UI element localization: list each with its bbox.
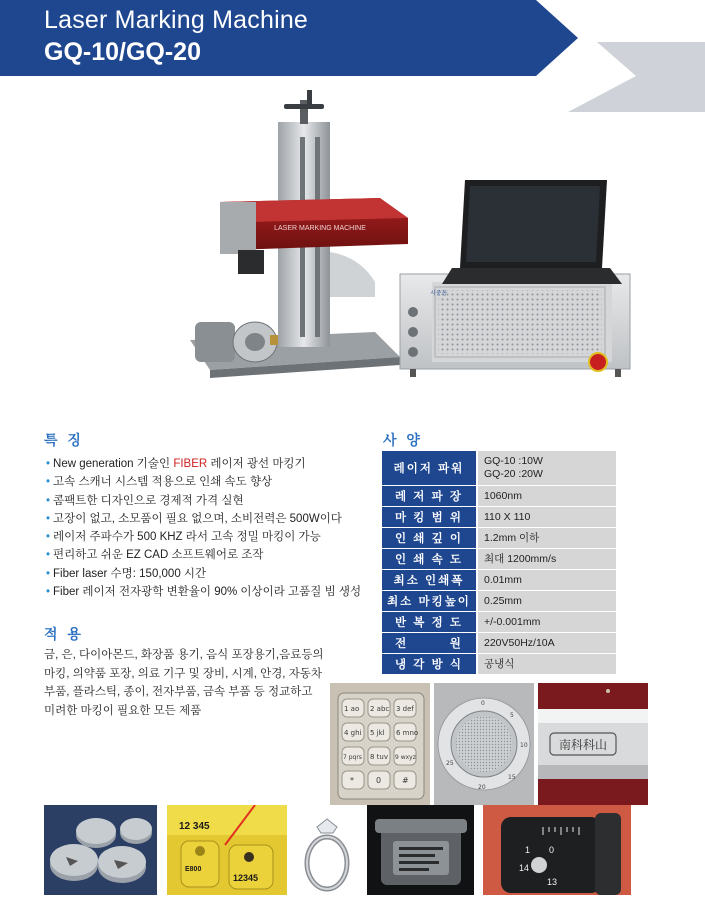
feature-item: • Fiber 레이저 전자광학 변환율이 90% 이상이라 고품질 빔 생성 xyxy=(46,586,362,599)
spec-value: GQ-10 :10W GQ-20 :20W xyxy=(478,451,616,485)
spec-key: 레 저 파 장 xyxy=(382,486,476,506)
knob-number: 0 xyxy=(549,845,555,855)
features-list xyxy=(46,455,376,601)
head-text: LASER MARKING MACHINE xyxy=(274,225,366,232)
sample-photo-tags xyxy=(167,805,287,895)
spec-key: 레이저 파워 xyxy=(382,451,476,485)
spec-key: 반 복 정 도 xyxy=(382,612,476,632)
keypad-key: * xyxy=(350,776,354,785)
keypad-key: 4 ghi xyxy=(344,729,362,737)
spec-value: 1.2mm 이하 xyxy=(478,528,616,548)
tag-code: E800 xyxy=(185,866,202,873)
spec-value: +/-0.001mm xyxy=(478,612,616,632)
spec-value: 0.25mm xyxy=(478,591,616,611)
spec-value: 최대 1200mm/s xyxy=(478,549,616,569)
spec-value: 0.01mm xyxy=(478,570,616,590)
sample-photo-part xyxy=(367,805,474,895)
spec-key: 인 쇄 속 도 xyxy=(382,549,476,569)
knob-number: 13 xyxy=(547,877,558,887)
feature-item: • 고장이 없고, 소모품이 필요 없으며, 소비전력은 500W이다 xyxy=(46,512,342,525)
spec-value: 110 X 110 xyxy=(478,507,616,527)
spec-key: 전 원 xyxy=(382,633,476,653)
tag-number: 12 345 xyxy=(179,821,210,832)
spec-key: 냉 각 방 식 xyxy=(382,654,476,674)
knob-number: 14 xyxy=(519,863,530,873)
keypad-key: 6 mno xyxy=(396,729,419,737)
specs-heading: 사 양 xyxy=(383,432,423,448)
spec-row xyxy=(382,633,616,653)
spec-key: 최소 인쇄폭 xyxy=(382,570,476,590)
sample-photo-coins xyxy=(44,805,157,895)
dial-number: 25 xyxy=(446,760,454,767)
spec-key: 인 쇄 깊 이 xyxy=(382,528,476,548)
keypad-key: 9 wxyz xyxy=(395,754,416,761)
bullet-icon: • xyxy=(46,531,51,544)
page-title: Laser Marking Machine xyxy=(44,6,309,34)
keypad-key: 1 ao xyxy=(344,705,360,713)
spec-row xyxy=(382,507,616,527)
applications-line: 부품, 플라스틱, 종이, 전자부품, 금속 부품 등 정교하고 xyxy=(44,686,313,698)
keypad-key: # xyxy=(402,776,409,785)
spec-row xyxy=(382,612,616,632)
dial-number: 20 xyxy=(478,784,486,791)
sample-photo-keypad xyxy=(330,683,430,805)
keypad-key: 5 jkl xyxy=(370,729,385,737)
dial-number: 0 xyxy=(481,700,485,707)
spec-value: 공냉식 xyxy=(478,654,616,674)
spec-row xyxy=(382,591,616,611)
spec-row xyxy=(382,528,616,548)
bullet-icon: • xyxy=(46,549,51,562)
feature-item: • 편리하고 쉬운 EZ CAD 소프트웨어로 조작 xyxy=(46,549,264,562)
bullet-icon: • xyxy=(46,567,51,580)
bullet-icon: • xyxy=(46,512,51,525)
keypad-key: 8 tuv xyxy=(370,753,389,761)
spec-row xyxy=(382,549,616,569)
applications-heading: 적 용 xyxy=(44,626,84,642)
knob-number: 1 xyxy=(525,845,531,855)
applications-line: 미려한 마킹이 필요한 모든 제품 xyxy=(44,704,202,717)
spec-table xyxy=(382,451,616,675)
sample-photo-knob xyxy=(483,805,631,895)
keypad-key: 2 abc xyxy=(370,705,390,713)
feature-item: • 레이저 주파수가 500 KHZ 라서 고속 정밀 마킹이 가능 xyxy=(46,531,321,544)
keypad-key: 3 def xyxy=(396,705,414,713)
sample-photo-ring xyxy=(296,805,358,895)
bullet-icon: • xyxy=(46,476,51,489)
applications-line: 금, 은, 다이아몬드, 화장품 용기, 음식 포장용기,음료등의 xyxy=(44,649,324,661)
feature-item: • New generation 기술인 FIBER 레이저 광선 마킹기 xyxy=(46,458,306,470)
model-title: GQ-10/GQ-20 xyxy=(44,38,201,66)
bullet-icon: • xyxy=(46,458,51,470)
keypad-key: 7 pqrs xyxy=(343,754,362,761)
applications-line: 마킹, 의약품 포장, 의료 기구 및 장비, 시계, 안경, 자동차 xyxy=(44,667,323,680)
applications-text xyxy=(44,646,329,720)
spec-value: 220V50Hz/10A xyxy=(478,633,616,653)
spec-row xyxy=(382,451,616,485)
dial-number: 5 xyxy=(510,712,514,719)
sample-photo-cylinder xyxy=(538,683,648,805)
spec-row xyxy=(382,654,616,674)
feature-item: • 고속 스캐너 시스템 적용으로 인쇄 속도 향상 xyxy=(46,476,273,489)
feature-item: • 콤팩트한 디자인으로 경제적 가격 실현 xyxy=(46,494,244,507)
sample-photo-dial xyxy=(434,683,534,805)
keypad-key: 0 xyxy=(376,776,382,785)
machine-illustration xyxy=(170,82,640,417)
spec-row xyxy=(382,570,616,590)
tag-number: 12345 xyxy=(233,873,259,883)
bullet-icon: • xyxy=(46,586,51,599)
dial-number: 10 xyxy=(520,742,528,749)
spec-value: 1060nm xyxy=(478,486,616,506)
spec-row xyxy=(382,486,616,506)
spec-key: 최소 마킹높이 xyxy=(382,591,476,611)
brand-label: 시중동 xyxy=(430,291,448,297)
dial-number: 15 xyxy=(508,774,516,781)
features-heading: 특 징 xyxy=(44,432,84,448)
bullet-icon: • xyxy=(46,494,51,507)
feature-item: • Fiber laser 수명: 150,000 시간 xyxy=(46,567,207,580)
spec-key: 마 킹 범 위 xyxy=(382,507,476,527)
cylinder-text: 南科科山 xyxy=(558,738,608,752)
